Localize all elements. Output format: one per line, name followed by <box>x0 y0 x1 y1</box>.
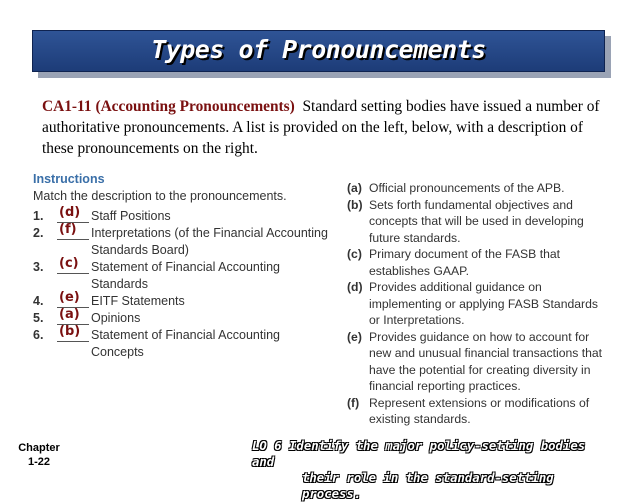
item-text: EITF Statements <box>91 294 185 308</box>
description-text: Sets forth fundamental objectives and concepts that will be used in developing future standards. <box>369 197 584 245</box>
item-number: 2. <box>33 226 44 240</box>
item-number: 5. <box>33 311 44 325</box>
item-text: Opinions <box>91 311 141 325</box>
lo-line-1: LO 6 Identify the major policy-setting bodies and <box>252 439 586 469</box>
list-item <box>33 205 333 225</box>
item-number: 3. <box>33 260 44 274</box>
description-list <box>347 180 609 428</box>
item-number: 4. <box>33 294 44 308</box>
lo-line-2: their role in the standard-setting process. <box>302 471 554 501</box>
description-label: (e) <box>347 329 362 344</box>
list-item <box>347 246 609 279</box>
answer-letter: (f) <box>59 222 77 237</box>
chapter-label: Chapter <box>18 442 60 454</box>
description-label: (c) <box>347 247 362 261</box>
description-label: (d) <box>347 280 363 294</box>
case-label: CA1-11 (Accounting Pronouncements) <box>42 98 295 115</box>
case-description <box>42 96 614 159</box>
description-label: (a) <box>347 181 362 195</box>
item-text: Staff Positions <box>91 209 171 223</box>
answer-letter: (d) <box>59 205 81 220</box>
title-banner <box>32 30 605 72</box>
item-text: Statement of Financial Accounting Standards <box>91 260 281 291</box>
description-label: (f) <box>347 395 360 410</box>
answer-letter: (c) <box>59 256 79 271</box>
page-number: 1-22 <box>27 456 51 468</box>
list-item <box>33 256 333 293</box>
description-text: Provides guidance on how to account for new and unusual financial transactions that have the potential for creating diversity in financial reporting practices. <box>369 329 603 393</box>
learning-objective <box>252 438 612 502</box>
instructions-heading: Instructions <box>33 172 105 186</box>
item-number: 6. <box>33 328 44 342</box>
instructions-text: Match the description to the pronouncements. <box>33 189 287 203</box>
list-item <box>347 197 609 247</box>
list-item <box>33 324 333 361</box>
description-text: Official pronouncements of the APB. <box>369 181 565 195</box>
description-text: Provides additional guidance on implementing or applying FASB Standards or Interpretations. <box>369 280 598 327</box>
answer-letter: (e) <box>59 290 80 305</box>
chapter-indicator <box>14 441 64 469</box>
item-number: 1. <box>33 209 44 223</box>
description-label: (b) <box>347 197 363 212</box>
item-text: Interpretations (of the Financial Accounting Standards Board) <box>91 226 328 257</box>
answer-letter: (b) <box>59 324 81 339</box>
description-text: Primary document of the FASB that establishes GAAP. <box>369 247 561 278</box>
list-item <box>33 222 333 259</box>
slide-title: Types of Pronouncements <box>151 35 486 64</box>
list-item <box>347 180 609 197</box>
case-text: Standard setting bodies have issued a number of authoritative pronouncements. A list is provided on the left, below, with a description of these pronouncements on the right. <box>42 98 600 157</box>
list-item <box>347 329 609 395</box>
answer-letter: (a) <box>59 307 80 322</box>
list-item <box>347 395 609 428</box>
pronouncement-list <box>33 205 333 361</box>
item-text: Statement of Financial Accounting Concepts <box>91 328 281 359</box>
description-text: Represent extensions or modifications of existing standards. <box>369 395 590 426</box>
list-item <box>347 279 609 329</box>
